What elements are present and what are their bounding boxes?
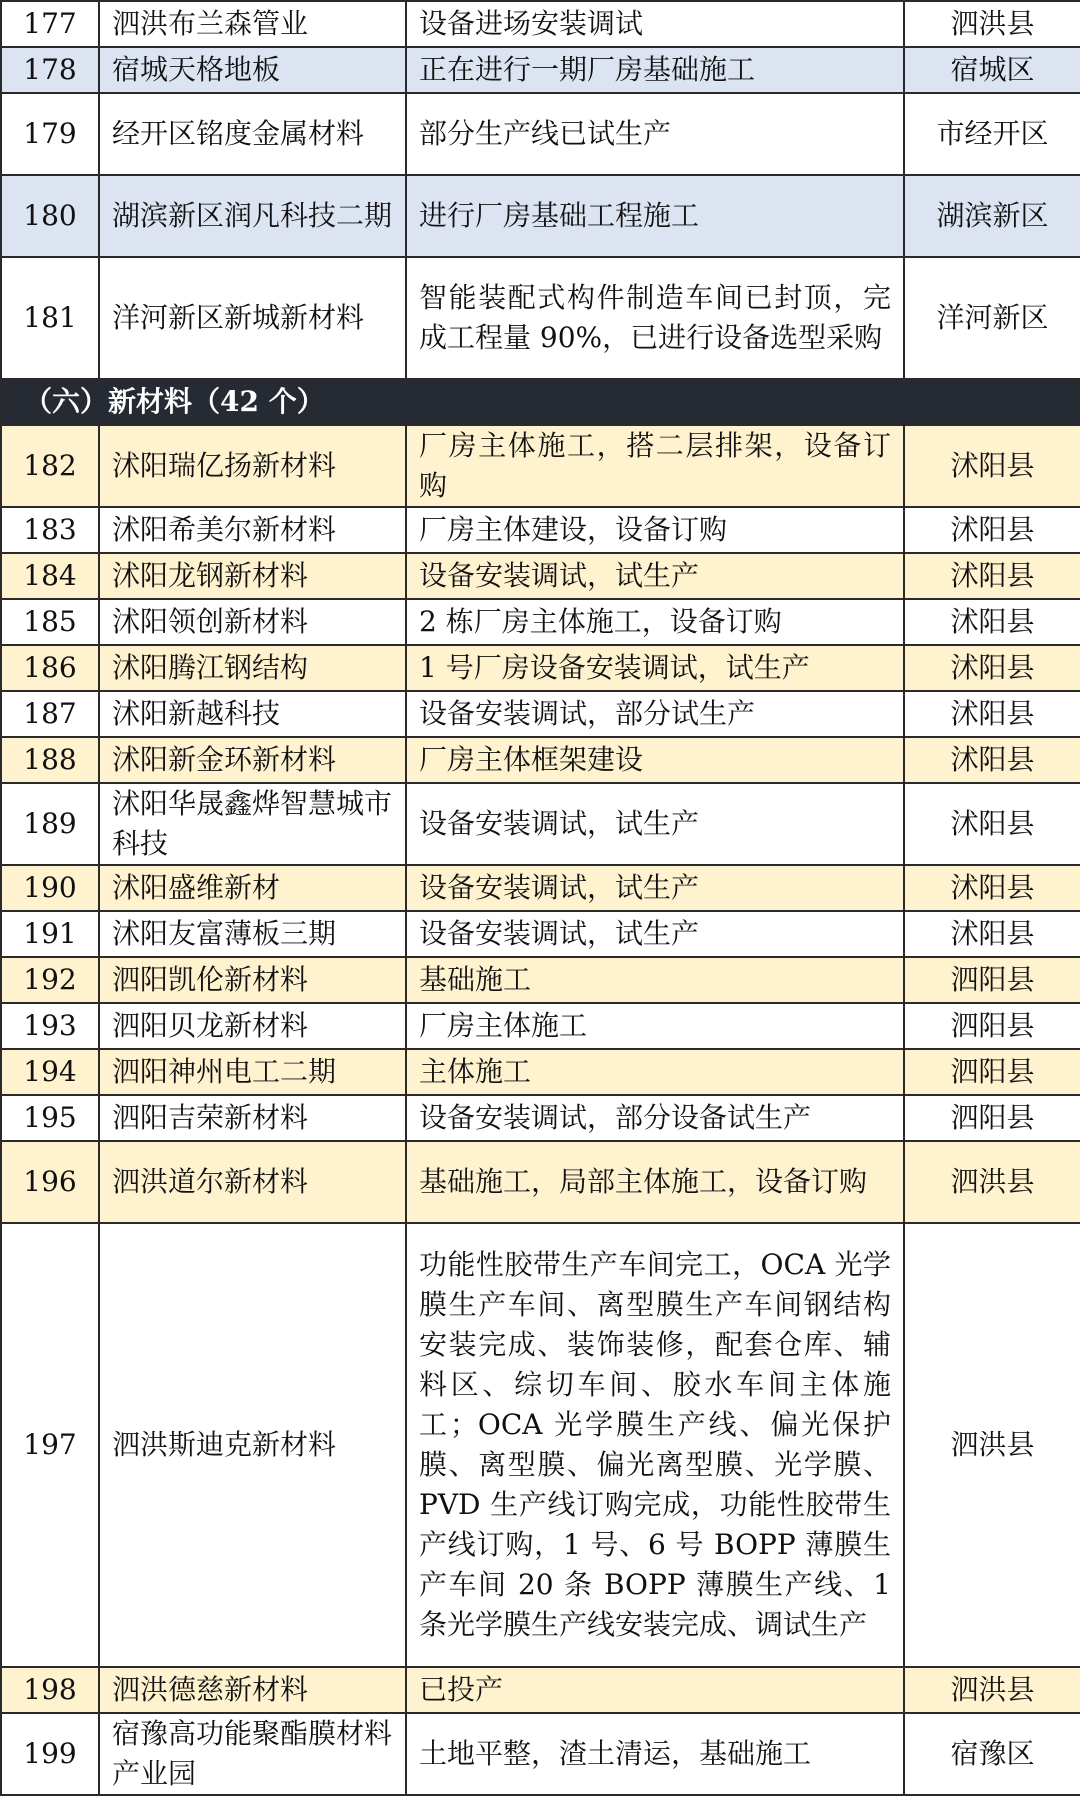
row-number: 183 (1, 507, 99, 553)
row-number: 196 (1, 1141, 99, 1223)
project-progress: 设备安装调试，部分试生产 (406, 691, 904, 737)
project-name: 沭阳盛维新材 (99, 865, 406, 911)
table-row (1, 1667, 1080, 1713)
table-row (1, 553, 1080, 599)
project-progress: 主体施工 (406, 1049, 904, 1095)
project-name: 沭阳友富薄板三期 (99, 911, 406, 957)
project-area: 沭阳县 (904, 691, 1080, 737)
table-row (1, 1049, 1080, 1095)
project-area: 湖滨新区 (904, 175, 1080, 257)
project-progress: 厂房主体施工 (406, 1003, 904, 1049)
row-number: 182 (1, 425, 99, 507)
project-name: 泗洪德慈新材料 (99, 1667, 406, 1713)
project-name: 湖滨新区润凡科技二期 (99, 175, 406, 257)
row-number: 186 (1, 645, 99, 691)
project-area: 泗洪县 (904, 1141, 1080, 1223)
table-row (1, 257, 1080, 379)
project-area: 沭阳县 (904, 599, 1080, 645)
project-progress: 部分生产线已试生产 (406, 93, 904, 175)
project-progress: 设备安装调试，部分设备试生产 (406, 1095, 904, 1141)
project-area: 泗阳县 (904, 957, 1080, 1003)
project-name: 沭阳领创新材料 (99, 599, 406, 645)
table-row (1, 957, 1080, 1003)
table-row (1, 1141, 1080, 1223)
project-progress: 设备安装调试，试生产 (406, 911, 904, 957)
project-name: 沭阳华晟鑫烨智慧城市科技 (99, 783, 406, 865)
project-name: 宿豫高功能聚酯膜材料产业园 (99, 1713, 406, 1795)
project-name: 泗洪道尔新材料 (99, 1141, 406, 1223)
project-area: 沭阳县 (904, 783, 1080, 865)
project-progress: 正在进行一期厂房基础施工 (406, 47, 904, 93)
project-progress: 设备安装调试，试生产 (406, 783, 904, 865)
project-area: 沭阳县 (904, 507, 1080, 553)
project-progress: 1 号厂房设备安装调试，试生产 (406, 645, 904, 691)
project-progress: 土地平整，渣土清运，基础施工 (406, 1713, 904, 1795)
project-progress: 智能装配式构件制造车间已封顶，完成工程量 90%，已进行设备选型采购 (406, 257, 904, 379)
project-name: 泗洪布兰森管业 (99, 1, 406, 47)
row-number: 179 (1, 93, 99, 175)
table-row (1, 1095, 1080, 1141)
row-number: 191 (1, 911, 99, 957)
project-name: 泗阳贝龙新材料 (99, 1003, 406, 1049)
table-row (1, 911, 1080, 957)
table-row (1, 599, 1080, 645)
table-row (1, 1003, 1080, 1049)
project-name: 沭阳瑞亿扬新材料 (99, 425, 406, 507)
project-progress: 设备安装调试，试生产 (406, 865, 904, 911)
table-row (1, 737, 1080, 783)
project-area: 泗阳县 (904, 1049, 1080, 1095)
table-row (1, 865, 1080, 911)
project-area: 泗阳县 (904, 1095, 1080, 1141)
project-progress: 设备安装调试，试生产 (406, 553, 904, 599)
project-progress: 进行厂房基础工程施工 (406, 175, 904, 257)
project-area: 市经开区 (904, 93, 1080, 175)
project-name: 泗阳神州电工二期 (99, 1049, 406, 1095)
row-number: 187 (1, 691, 99, 737)
table-row (1, 93, 1080, 175)
section-title: （六）新材料（42 个） (1, 379, 1080, 425)
project-name: 宿城天格地板 (99, 47, 406, 93)
project-name: 沭阳龙钢新材料 (99, 553, 406, 599)
project-area: 沭阳县 (904, 553, 1080, 599)
table-row (1, 175, 1080, 257)
row-number: 188 (1, 737, 99, 783)
project-progress: 基础施工，局部主体施工，设备订购 (406, 1141, 904, 1223)
table-row (1, 507, 1080, 553)
project-progress: 基础施工 (406, 957, 904, 1003)
project-progress: 厂房主体施工，搭二层排架，设备订购 (406, 425, 904, 507)
project-area: 沭阳县 (904, 737, 1080, 783)
row-number: 180 (1, 175, 99, 257)
project-name: 沭阳腾江钢结构 (99, 645, 406, 691)
row-number: 193 (1, 1003, 99, 1049)
project-area: 泗阳县 (904, 1003, 1080, 1049)
row-number: 198 (1, 1667, 99, 1713)
project-name: 沭阳新越科技 (99, 691, 406, 737)
table-row (1, 691, 1080, 737)
project-name: 沭阳新金环新材料 (99, 737, 406, 783)
row-number: 178 (1, 47, 99, 93)
row-number: 177 (1, 1, 99, 47)
project-name: 泗洪斯迪克新材料 (99, 1223, 406, 1667)
table-row (1, 783, 1080, 865)
table-row (1, 1, 1080, 47)
row-number: 185 (1, 599, 99, 645)
project-name: 沭阳希美尔新材料 (99, 507, 406, 553)
row-number: 192 (1, 957, 99, 1003)
table-row (1, 1223, 1080, 1667)
project-name: 泗阳凯伦新材料 (99, 957, 406, 1003)
row-number: 184 (1, 553, 99, 599)
row-number: 199 (1, 1713, 99, 1795)
project-area: 洋河新区 (904, 257, 1080, 379)
section-header-row (1, 379, 1080, 425)
project-area: 沭阳县 (904, 865, 1080, 911)
project-progress: 2 栋厂房主体施工，设备订购 (406, 599, 904, 645)
project-name: 泗阳吉荣新材料 (99, 1095, 406, 1141)
project-progress: 厂房主体建设，设备订购 (406, 507, 904, 553)
table-row (1, 645, 1080, 691)
project-area: 泗洪县 (904, 1667, 1080, 1713)
project-progress: 设备进场安装调试 (406, 1, 904, 47)
project-progress: 厂房主体框架建设 (406, 737, 904, 783)
project-area: 泗洪县 (904, 1, 1080, 47)
row-number: 189 (1, 783, 99, 865)
project-area: 宿豫区 (904, 1713, 1080, 1795)
project-progress: 功能性胶带生产车间完工，OCA 光学膜生产车间、离型膜生产车间钢结构安装完成、装饰装修，配套仓库、辅料区、综切车间、胶水车间主体施工；OCA 光学膜生产线、偏光保护膜、离型膜、偏光离型膜、光学膜、PVD 生产线订购完成，功能性胶带生产线订购，1 号、6 号 BOPP 薄膜生产车间 20 条 BOPP 薄膜生产线、1 条光学膜生产线安装完成、调试生产 (406, 1223, 904, 1667)
project-area: 沭阳县 (904, 911, 1080, 957)
row-number: 195 (1, 1095, 99, 1141)
project-area: 宿城区 (904, 47, 1080, 93)
row-number: 194 (1, 1049, 99, 1095)
table-row (1, 47, 1080, 93)
project-progress: 已投产 (406, 1667, 904, 1713)
table-row (1, 425, 1080, 507)
project-name: 经开区铭度金属材料 (99, 93, 406, 175)
row-number: 197 (1, 1223, 99, 1667)
project-area: 沭阳县 (904, 645, 1080, 691)
row-number: 190 (1, 865, 99, 911)
row-number: 181 (1, 257, 99, 379)
project-area: 泗洪县 (904, 1223, 1080, 1667)
project-name: 洋河新区新城新材料 (99, 257, 406, 379)
table-row (1, 1713, 1080, 1795)
project-area: 沭阳县 (904, 425, 1080, 507)
